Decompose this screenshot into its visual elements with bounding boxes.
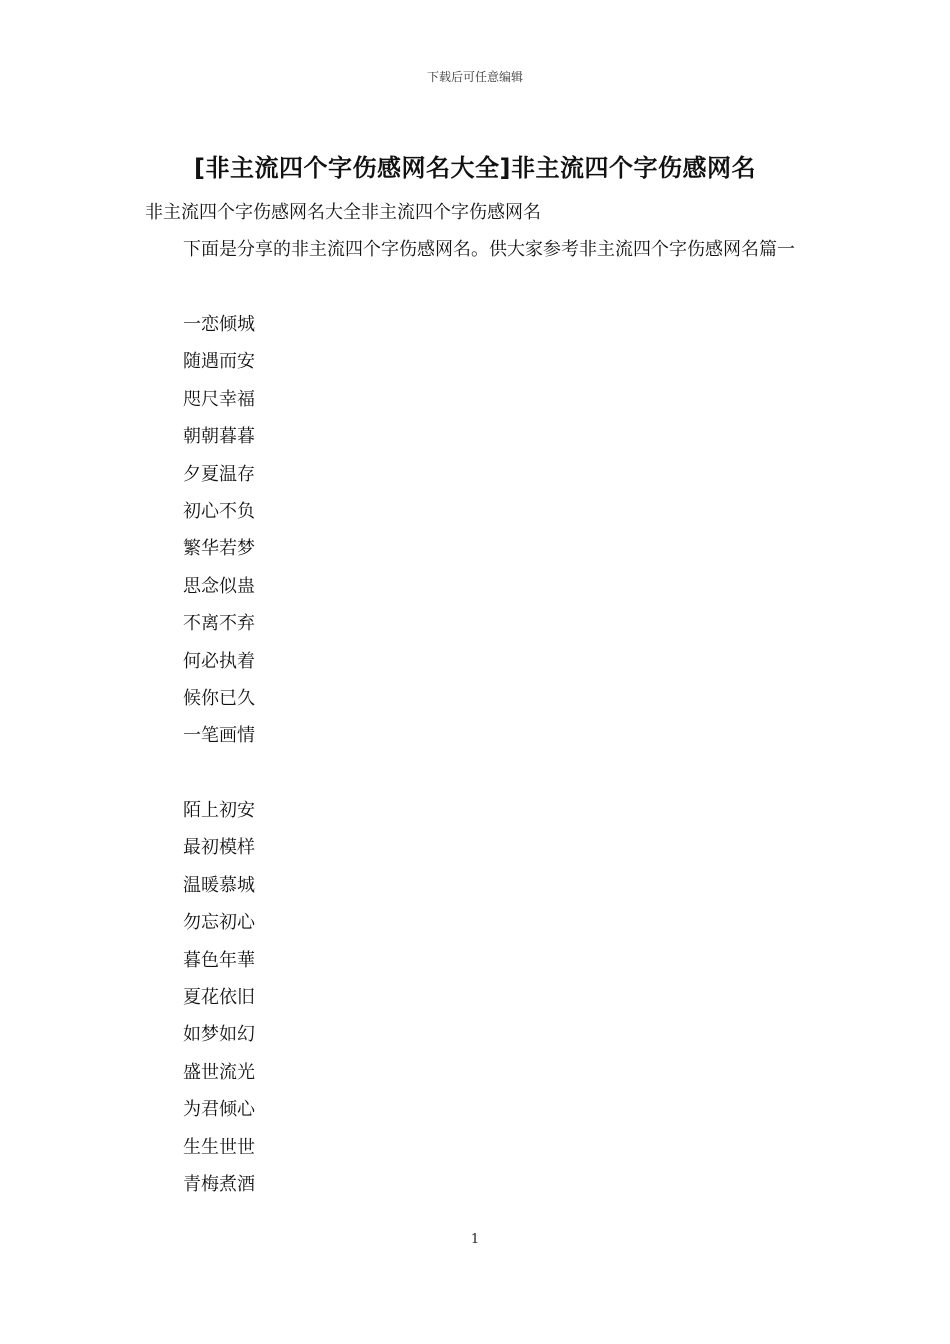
list-item: 夕夏温存 [183,463,255,485]
name-list [183,306,255,1203]
document-subtitle: 非主流四个字伤感网名大全非主流四个字伤感网名 [145,202,541,223]
document-title: [非主流四个字伤感网名大全]非主流四个字伤感网名 [194,154,756,182]
list-item: 最初模样 [183,837,255,859]
list-item: 咫尺幸福 [183,388,255,410]
list-item: 朝朝暮暮 [183,426,255,448]
list-item: 何必执着 [183,650,255,672]
list-item: 随遇而安 [183,351,255,373]
intro-paragraph: 下面是分享的非主流四个字伤感网名。供大家参考非主流四个字伤感网名篇一 [183,239,795,260]
list-item: 夏花依旧 [183,987,255,1009]
list-item: 盛世流光 [183,1061,255,1083]
page-header-note: 下载后可任意编辑 [426,70,523,84]
list-item: 初心不负 [183,500,255,522]
list-item: 不离不弃 [183,613,255,635]
list-item: 候你已久 [183,687,255,709]
list-item: 如梦如幻 [183,1024,255,1046]
list-item: 一笔画情 [183,725,255,747]
page-number: 1 [470,1232,480,1247]
list-item: 为君倾心 [183,1099,255,1121]
list-item: 青梅煮酒 [183,1173,255,1195]
list-item: 温暖慕城 [183,874,255,896]
list-spacer [183,755,255,792]
list-item: 思念似蛊 [183,575,255,597]
list-item: 繁华若梦 [183,538,255,560]
list-item: 一恋倾城 [183,314,255,335]
list-item: 暮色年華 [183,949,255,971]
list-item: 生生世世 [183,1136,255,1158]
list-item: 勿忘初心 [183,912,255,934]
list-item: 陌上初安 [183,800,255,822]
